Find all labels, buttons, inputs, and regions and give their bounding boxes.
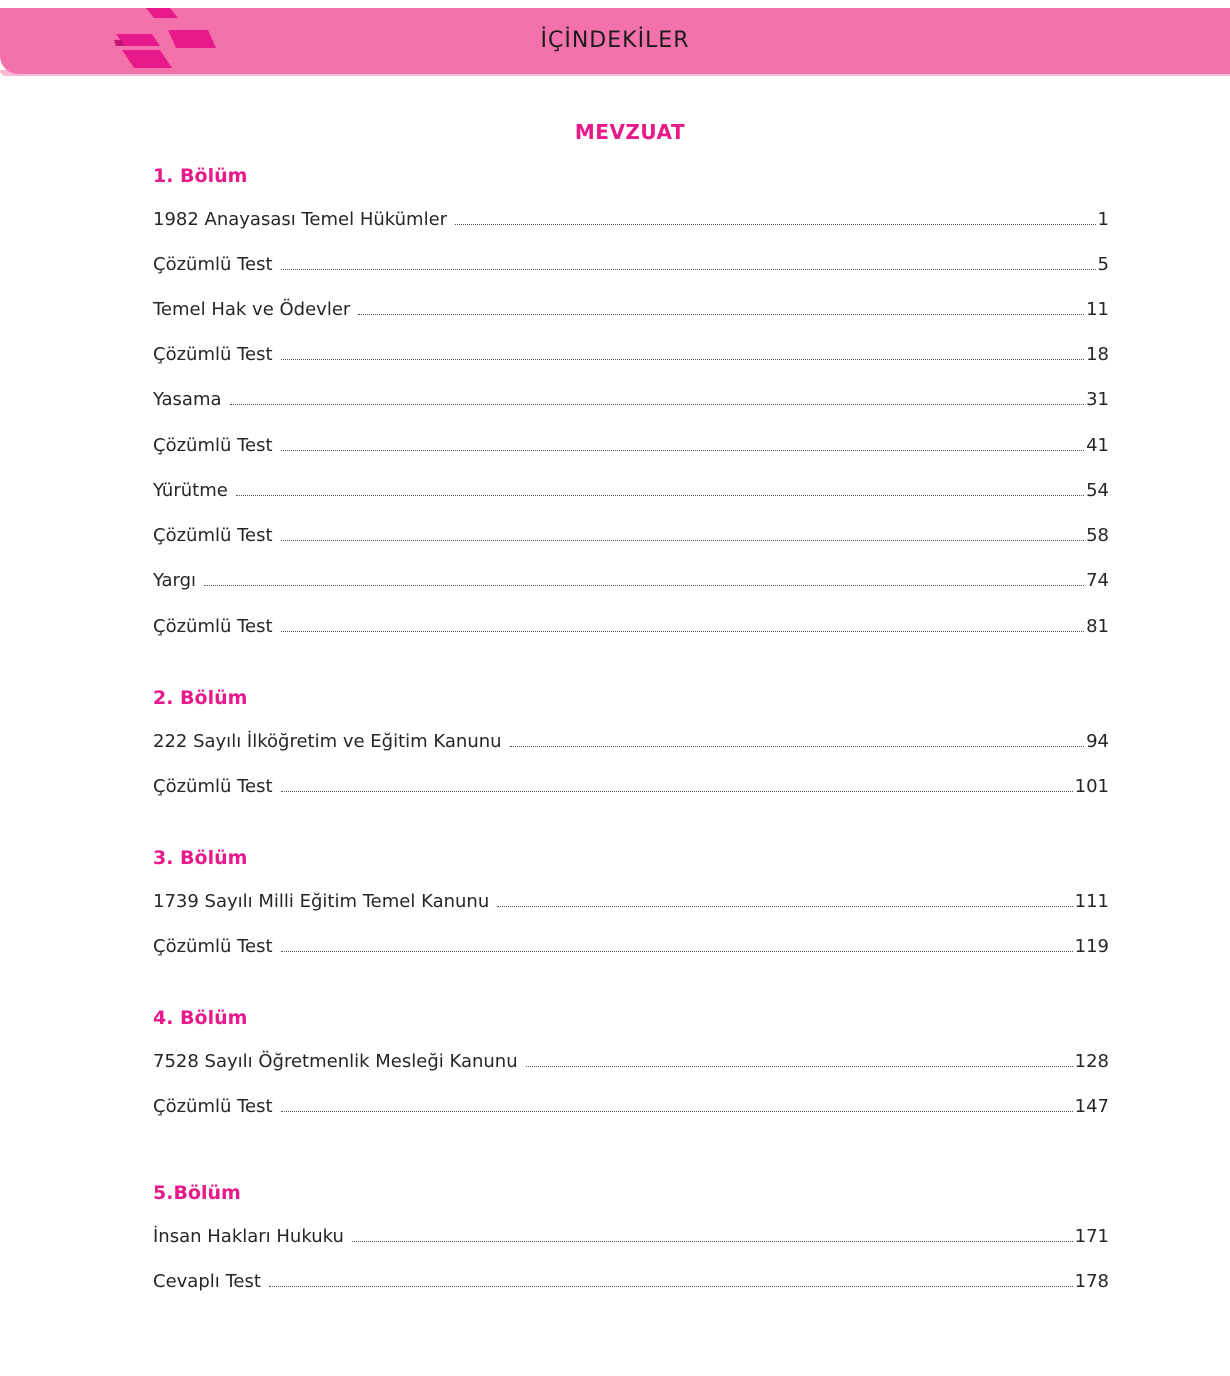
section-heading-3: 3. Bölüm <box>153 847 248 869</box>
toc-entry-label: Cevaplı Test <box>153 1271 261 1292</box>
toc-entry-label: Çözümlü Test <box>153 344 273 365</box>
toc-entry-label: Yasama <box>153 389 222 410</box>
toc-entry[interactable] <box>153 1046 1109 1072</box>
dot-leader <box>236 495 1084 496</box>
toc-entry-page: 58 <box>1086 525 1109 546</box>
dot-leader <box>281 791 1073 792</box>
toc-entry-label: 7528 Sayılı Öğretmenlik Mesleği Kanunu <box>153 1051 518 1072</box>
toc-entry[interactable] <box>153 611 1109 637</box>
toc-entry-label: Yargı <box>153 570 197 591</box>
page-title: MEVZUAT <box>574 120 686 144</box>
dot-leader <box>281 269 1096 270</box>
section-heading-2: 2. Bölüm <box>153 687 248 709</box>
section-heading-1: 1. Bölüm <box>153 165 248 187</box>
toc-entry[interactable] <box>153 931 1109 957</box>
toc-entry-page: 18 <box>1086 344 1109 365</box>
toc-entry-page: 147 <box>1074 1096 1109 1117</box>
dot-leader <box>230 404 1085 405</box>
dot-leader <box>281 540 1085 541</box>
toc-entry-label: 1739 Sayılı Milli Eğitim Temel Kanunu <box>153 891 490 912</box>
dot-leader <box>281 359 1085 360</box>
toc-entry[interactable] <box>153 565 1109 591</box>
toc-entry[interactable] <box>153 384 1109 410</box>
toc-entry-page: 81 <box>1086 616 1109 637</box>
toc-entry[interactable] <box>153 339 1109 365</box>
toc-entry-page: 119 <box>1074 936 1109 957</box>
dot-leader <box>455 224 1096 225</box>
toc-entry-page: 128 <box>1074 1051 1109 1072</box>
toc-entry-label: 222 Sayılı İlköğretim ve Eğitim Kanunu <box>153 731 502 752</box>
toc-entry[interactable] <box>153 1221 1109 1247</box>
dot-leader <box>269 1286 1073 1287</box>
dot-leader <box>526 1066 1073 1067</box>
toc-entry-label: Temel Hak ve Ödevler <box>153 299 351 320</box>
toc-entry[interactable] <box>153 1266 1109 1292</box>
dot-leader <box>352 1241 1073 1242</box>
toc-entry-page: 54 <box>1086 480 1109 501</box>
toc-entry-label: Çözümlü Test <box>153 936 273 957</box>
toc-entry-label: Çözümlü Test <box>153 254 273 275</box>
toc-entry-page: 31 <box>1086 389 1109 410</box>
toc-entry-label: Çözümlü Test <box>153 776 273 797</box>
toc-entry[interactable] <box>153 771 1109 797</box>
toc-entry[interactable] <box>153 726 1109 752</box>
dot-leader <box>281 450 1085 451</box>
toc-entry[interactable] <box>153 520 1109 546</box>
dot-leader <box>358 314 1084 315</box>
toc-entry-page: 94 <box>1086 731 1109 752</box>
toc-entry-page: 5 <box>1097 254 1109 275</box>
toc-entry-page: 41 <box>1086 435 1109 456</box>
toc-entry-label: Çözümlü Test <box>153 435 273 456</box>
dot-leader <box>281 951 1073 952</box>
dot-leader <box>510 746 1085 747</box>
toc-entry[interactable] <box>153 249 1109 275</box>
dot-leader <box>281 631 1085 632</box>
toc-entry-label: Çözümlü Test <box>153 525 273 546</box>
toc-entry[interactable] <box>153 204 1109 230</box>
section-heading-5: 5.Bölüm <box>153 1182 241 1204</box>
toc-entry-page: 171 <box>1074 1226 1109 1247</box>
toc-entry[interactable] <box>153 294 1109 320</box>
dot-leader <box>497 906 1072 907</box>
header-title: İÇİNDEKİLER <box>540 28 690 53</box>
toc-entry-page: 1 <box>1097 209 1109 230</box>
toc-entry-page: 178 <box>1074 1271 1109 1292</box>
toc-entry-page: 11 <box>1086 299 1109 320</box>
toc-entry[interactable] <box>153 886 1109 912</box>
dot-leader <box>204 585 1084 586</box>
toc-entry-label: 1982 Anayasası Temel Hükümler <box>153 209 448 230</box>
toc-entry-page: 111 <box>1074 891 1109 912</box>
toc-entry-page: 101 <box>1074 776 1109 797</box>
toc-entry-label: Çözümlü Test <box>153 1096 273 1117</box>
toc-entry[interactable] <box>153 1091 1109 1117</box>
toc-entry-label: Yürütme <box>153 480 228 501</box>
section-heading-4: 4. Bölüm <box>153 1007 248 1029</box>
dot-leader <box>281 1111 1073 1112</box>
toc-entry-label: Çözümlü Test <box>153 616 273 637</box>
toc-entry[interactable] <box>153 475 1109 501</box>
toc-entry-page: 74 <box>1086 570 1109 591</box>
toc-entry-label: İnsan Hakları Hukuku <box>153 1226 344 1247</box>
toc-entry[interactable] <box>153 430 1109 456</box>
